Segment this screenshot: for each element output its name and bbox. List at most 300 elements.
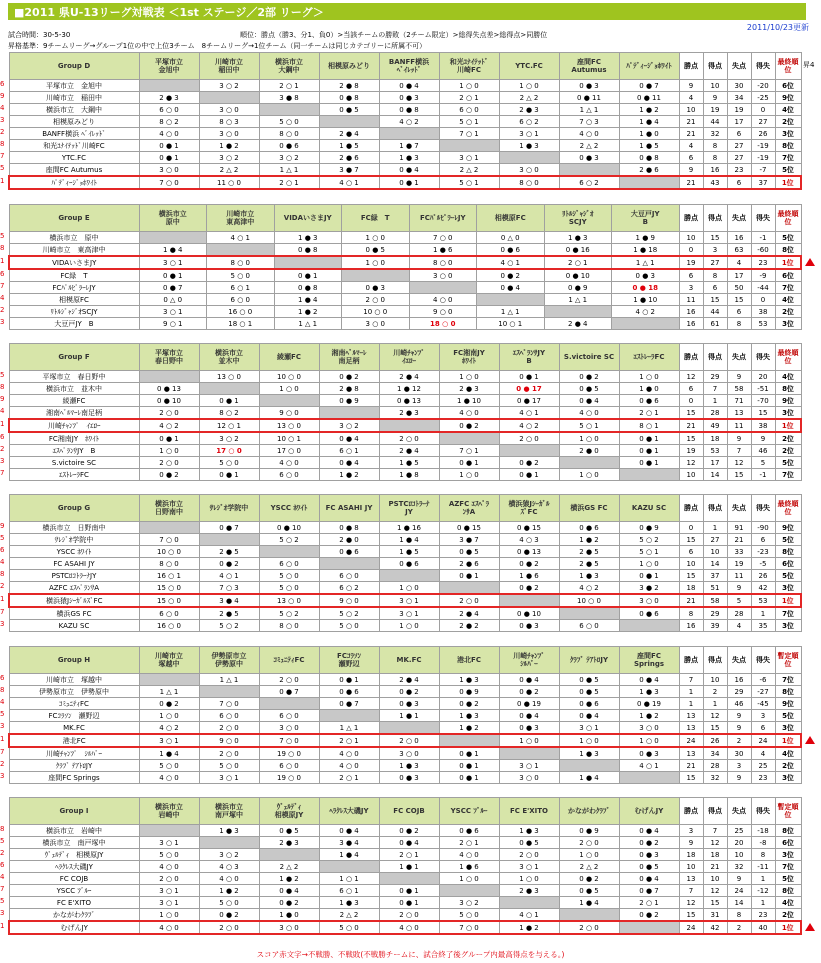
team-name: FC湘南JY ﾎﾜｲﾄ [9, 432, 139, 445]
score-cell: 3 ○ 2 [439, 897, 499, 909]
score-cell: 7 ○ 0 [139, 176, 199, 189]
score-cell: 1 ● 3 [619, 686, 679, 698]
score-cell: 2 △ 2 [559, 140, 619, 152]
score-cell: 1 ● 3 [379, 152, 439, 164]
score-cell: 6 ○ 0 [199, 710, 259, 722]
stat-cell: 8 [703, 269, 727, 282]
score-cell: 2 △ 2 [259, 861, 319, 873]
score-cell: 6 ○ 0 [139, 607, 199, 620]
team-name: むげんJY [9, 921, 139, 934]
stat-cell: -7 [751, 164, 775, 177]
score-cell: 1 ○ 0 [139, 445, 199, 457]
order-number: 1 [0, 595, 5, 603]
stat-cell: -70 [751, 395, 775, 407]
stat-cell: 5 [751, 457, 775, 469]
score-cell: 3 ○ 0 [199, 104, 259, 116]
score-cell: 1 ● 6 [439, 861, 499, 873]
score-cell: 1 ● 3 [544, 232, 612, 244]
score-cell: 1 ● 3 [559, 570, 619, 582]
stat-header: 勝点 [679, 647, 703, 674]
stat-cell: 11 [679, 294, 703, 306]
team-name: YSCC ﾌﾞﾙｰ [9, 885, 139, 897]
score-cell: 3 ● 8 [259, 92, 319, 104]
table-row [9, 885, 801, 897]
score-cell: 10 ○ 0 [342, 306, 410, 318]
stat-cell: -90 [751, 522, 775, 534]
score-cell: 2 ○ 1 [619, 897, 679, 909]
score-cell: 0 ● 6 [259, 140, 319, 152]
score-cell: 0 ● 8 [274, 282, 342, 294]
score-cell: 3 ● 7 [319, 164, 379, 177]
score-cell: 0 ● 16 [544, 244, 612, 257]
stat-cell: -60 [751, 244, 775, 257]
score-cell: 1 ○ 0 [439, 469, 499, 481]
opponent-header: 横浜GS FC [559, 495, 619, 522]
score-cell: 0 ● 1 [199, 469, 259, 481]
score-cell: 2 ● 6 [619, 164, 679, 177]
self-cell [619, 620, 679, 632]
table-row [9, 140, 801, 152]
order-number: 7 [0, 152, 5, 160]
stat-cell: 12 [703, 837, 727, 849]
score-cell: 0 ● 6 [439, 825, 499, 837]
score-cell: 0 ● 13 [499, 546, 559, 558]
score-cell: 0 ● 5 [619, 861, 679, 873]
group-block [8, 797, 800, 935]
score-cell: 0 ● 5 [559, 686, 619, 698]
score-cell: 2 ○ 0 [199, 722, 259, 735]
stat-cell: 8 [703, 140, 727, 152]
score-cell: 0 ● 1 [439, 747, 499, 760]
order-number: 8 [0, 570, 5, 578]
stat-cell: 8 [751, 849, 775, 861]
rank-cell: 8位 [775, 546, 801, 558]
stat-cell: 6 [727, 306, 751, 318]
team-name: ｸﾗﾌﾞ ﾃｱﾄﾛJY [9, 760, 139, 772]
score-cell: 1 ● 1 [379, 710, 439, 722]
score-cell: 0 ● 19 [499, 698, 559, 710]
score-cell: 2 ● 3 [499, 104, 559, 116]
opponent-header: 相模原みどり [319, 53, 379, 80]
self-cell [499, 152, 559, 164]
opponent-header: 港北FC [439, 647, 499, 674]
score-cell: 1 ● 2 [619, 710, 679, 722]
stat-cell: 19 [727, 104, 751, 116]
table-row [9, 469, 801, 481]
opponent-header: 和光ﾕﾅｲﾃｯﾄﾞ 川崎FC [439, 53, 499, 80]
stat-cell: 1 [703, 522, 727, 534]
score-cell: 0 ● 4 [559, 395, 619, 407]
score-cell: 6 ○ 0 [139, 104, 199, 116]
self-cell [139, 522, 199, 534]
opponent-header: YSCC ﾎﾜｲﾄ [259, 495, 319, 522]
score-cell: 1 ● 9 [612, 232, 680, 244]
score-cell: 5 ○ 1 [439, 176, 499, 189]
stat-cell: 27 [727, 152, 751, 164]
rank-cell: 3位 [775, 582, 801, 595]
stat-cell: 4 [751, 747, 775, 760]
self-cell [409, 282, 477, 294]
stat-cell: 2 [727, 921, 751, 934]
stat-cell: 12 [703, 885, 727, 897]
score-cell: 0 ● 2 [439, 698, 499, 710]
score-cell: 4 ○ 0 [259, 457, 319, 469]
self-cell [139, 371, 199, 383]
title-bar [8, 3, 806, 20]
stat-header: 得失 [751, 798, 775, 825]
order-number: 9 [0, 92, 5, 100]
score-cell: 5 ○ 0 [199, 897, 259, 909]
score-cell: 0 ● 2 [259, 897, 319, 909]
score-cell: 2 ○ 0 [439, 594, 499, 607]
stat-cell: 23 [751, 909, 775, 922]
score-cell: 1 ○ 0 [559, 432, 619, 445]
team-name: AZFC ｴｽﾍﾟﾗﾝｻA [9, 582, 139, 595]
rank-cell: 9位 [775, 698, 801, 710]
stat-cell: 20 [727, 837, 751, 849]
score-cell: 2 ● 2 [439, 620, 499, 632]
score-cell: 2 ● 0 [559, 445, 619, 457]
team-name: YTC.FC [9, 152, 139, 164]
stat-cell: 49 [703, 419, 727, 432]
score-cell: 0 ● 1 [619, 457, 679, 469]
stat-cell: 14 [703, 469, 727, 481]
order-number: 2 [0, 445, 5, 453]
stat-cell: 43 [703, 176, 727, 189]
score-cell: 4 ○ 0 [139, 921, 199, 934]
team-name: 川崎ﾁｬﾝﾌﾟ ｲｴﾛｰ [9, 419, 139, 432]
score-cell: 2 ● 5 [199, 607, 259, 620]
score-cell: 3 ○ 0 [499, 164, 559, 177]
stat-cell: 51 [703, 582, 727, 595]
score-cell: 8 ○ 3 [199, 116, 259, 128]
stat-header: 得点 [703, 344, 727, 371]
table-row [9, 570, 801, 582]
score-cell: 2 ● 8 [319, 80, 379, 92]
score-cell: 3 ○ 0 [619, 594, 679, 607]
group-name: Group F [9, 344, 139, 371]
promotion-flag-icon [805, 258, 815, 266]
score-cell: 1 ○ 0 [619, 558, 679, 570]
stat-cell: 30 [727, 80, 751, 92]
score-cell: 5 ○ 0 [439, 909, 499, 922]
score-cell: 2 △ 2 [499, 92, 559, 104]
score-cell: 0 ● 3 [342, 282, 410, 294]
score-cell: 4 ○ 2 [139, 419, 199, 432]
score-cell: 0 ● 3 [499, 620, 559, 632]
score-cell: 0 ● 3 [559, 152, 619, 164]
stat-header: 失点 [727, 647, 751, 674]
order-number: 5 [0, 164, 5, 172]
rank-cell: 5位 [775, 570, 801, 582]
order-number: 7 [0, 885, 5, 893]
self-cell [259, 104, 319, 116]
score-cell: 0 ● 2 [499, 457, 559, 469]
stat-cell: 16 [727, 232, 751, 244]
score-cell: 1 ● 3 [274, 232, 342, 244]
score-cell: 1 ● 6 [499, 570, 559, 582]
score-cell: 0 △ 0 [139, 294, 207, 306]
order-number: 3 [0, 457, 5, 465]
stat-cell: 53 [751, 594, 775, 607]
order-number: 4 [0, 294, 5, 302]
score-cell: 2 ● 5 [559, 546, 619, 558]
rank-cell: 1位 [775, 594, 801, 607]
stat-cell: 4 [679, 92, 703, 104]
opponent-header: むげんJY [619, 798, 679, 825]
team-name: ｳﾞｪﾙﾃﾞｨ 相模原JY [9, 849, 139, 861]
stat-cell: 6 [679, 383, 703, 395]
stat-cell: 32 [703, 772, 727, 784]
score-cell: 4 ○ 2 [379, 116, 439, 128]
score-cell: 0 ● 8 [274, 244, 342, 257]
stat-cell: -44 [751, 282, 775, 294]
stat-header: 勝点 [679, 53, 703, 80]
stat-cell: 9 [679, 164, 703, 177]
score-cell: 2 ○ 0 [139, 873, 199, 885]
stat-cell: 10 [703, 80, 727, 92]
score-cell: 2 ● 4 [439, 607, 499, 620]
score-cell: 2 ○ 1 [439, 837, 499, 849]
score-cell: 3 ○ 1 [559, 722, 619, 735]
stat-cell: 16 [727, 674, 751, 686]
opponent-header: 横浜市立 南戸塚中 [199, 798, 259, 825]
score-cell: 0 ● 1 [499, 371, 559, 383]
stat-cell: 12 [679, 457, 703, 469]
opponent-header: 綾瀬FC [259, 344, 319, 371]
self-cell [379, 570, 439, 582]
score-cell: 9 ○ 0 [319, 594, 379, 607]
score-cell: 3 ○ 1 [499, 760, 559, 772]
stat-cell: 9 [679, 837, 703, 849]
rank-cell: 4位 [775, 104, 801, 116]
stat-cell: -19 [751, 140, 775, 152]
opponent-header: FC湘南JY ﾎﾜｲﾄ [439, 344, 499, 371]
score-cell: 2 ● 5 [199, 546, 259, 558]
rank-cell: 8位 [775, 140, 801, 152]
team-name: MK.FC [9, 722, 139, 735]
score-cell: 0 ● 9 [544, 282, 612, 294]
score-cell: 0 ● 5 [499, 837, 559, 849]
team-name: 横浜市立 原中 [9, 232, 139, 244]
score-cell: 0 ● 17 [499, 395, 559, 407]
score-cell: 3 ● 2 [619, 582, 679, 595]
rank-cell: 7位 [775, 282, 801, 294]
self-cell [199, 837, 259, 849]
self-cell [499, 747, 559, 760]
score-cell: 6 ○ 0 [319, 570, 379, 582]
stat-cell: 8 [703, 152, 727, 164]
order-number: 7 [0, 282, 5, 290]
self-cell [499, 897, 559, 909]
score-cell: 5 ○ 0 [139, 849, 199, 861]
self-cell [379, 722, 439, 735]
rank-cell: 7位 [775, 861, 801, 873]
stat-cell: 8 [727, 909, 751, 922]
self-cell [619, 921, 679, 934]
stat-cell: -8 [751, 837, 775, 849]
score-cell: 2 ● 0 [319, 534, 379, 546]
score-cell: 0 ● 7 [319, 698, 379, 710]
score-cell: 2 ● 4 [379, 371, 439, 383]
self-cell [439, 734, 499, 747]
score-cell: 0 ● 4 [619, 674, 679, 686]
stat-cell: 6 [751, 722, 775, 735]
stat-cell: 15 [679, 432, 703, 445]
stat-header: 最終順位 [775, 205, 801, 232]
order-number: 8 [0, 244, 5, 252]
opponent-header: BANFF横浜 ﾍﾞｲﾚｯﾄﾞ [379, 53, 439, 80]
stat-cell: 9 [727, 582, 751, 595]
stat-cell: 1 [751, 607, 775, 620]
order-number: 3 [0, 318, 5, 326]
score-cell: 2 ○ 1 [619, 407, 679, 420]
order-number: 5 [0, 897, 5, 905]
self-cell [259, 849, 319, 861]
score-cell: 2 ○ 0 [342, 294, 410, 306]
stat-cell: 44 [703, 116, 727, 128]
score-cell: 1 ● 3 [559, 747, 619, 760]
score-cell: 7 ○ 0 [259, 734, 319, 747]
score-cell: 0 ● 6 [379, 558, 439, 570]
score-cell: 0 ● 4 [619, 873, 679, 885]
stat-header: 得点 [703, 205, 727, 232]
score-cell: 2 ● 8 [319, 383, 379, 395]
score-cell: 1 ○ 0 [559, 734, 619, 747]
order-number: 8 [0, 825, 5, 833]
order-number: 6 [0, 433, 5, 441]
team-name: 川崎ﾁｬﾝﾌﾟ ｼﾙﾊﾞｰ [9, 747, 139, 760]
opponent-header: ｴｽﾍﾟﾗﾝｻJY B [499, 344, 559, 371]
score-cell: 5 ○ 2 [319, 607, 379, 620]
score-cell: 1 ○ 0 [342, 256, 410, 269]
group-name: Group H [9, 647, 139, 674]
score-cell: 1 ● 3 [199, 825, 259, 837]
order-number: 4 [0, 873, 5, 881]
score-cell: 8 ○ 0 [259, 620, 319, 632]
score-cell: 2 ● 4 [319, 128, 379, 140]
score-cell: 2 ○ 0 [139, 407, 199, 420]
table-row [9, 722, 801, 735]
stat-cell: 15 [679, 772, 703, 784]
team-name: ﾍﾗｸﾚｽ大磯JY [9, 861, 139, 873]
score-cell: 7 ○ 1 [439, 445, 499, 457]
stat-cell: 44 [703, 306, 727, 318]
score-cell: 3 ○ 1 [139, 256, 207, 269]
stat-cell: 6 [727, 128, 751, 140]
score-cell: 4 ○ 2 [612, 306, 680, 318]
stat-cell: -27 [751, 686, 775, 698]
opponent-header: FCｺﾗｿﾝ 瀬野辺 [319, 647, 379, 674]
stat-cell: 15 [679, 407, 703, 420]
score-cell: 0 ● 4 [559, 710, 619, 722]
stat-cell: -23 [751, 546, 775, 558]
score-cell: 5 ○ 2 [259, 534, 319, 546]
stat-cell: 7 [703, 383, 727, 395]
score-cell: 3 ○ 2 [319, 419, 379, 432]
score-cell: 3 ○ 0 [619, 722, 679, 735]
table-row [9, 318, 801, 330]
score-cell: 2 ● 6 [319, 152, 379, 164]
stat-cell: -51 [751, 383, 775, 395]
stat-cell: 28 [703, 407, 727, 420]
score-cell: 6 ○ 0 [559, 620, 619, 632]
stat-cell: 12 [727, 457, 751, 469]
score-cell: 2 ○ 1 [319, 772, 379, 784]
table-row [9, 92, 801, 104]
group-name: Group D [9, 53, 139, 80]
score-cell: 4 ○ 0 [319, 760, 379, 772]
score-cell: 0 ● 13 [379, 395, 439, 407]
stat-cell: 71 [727, 395, 751, 407]
score-cell: 0 ● 7 [199, 522, 259, 534]
stat-cell: 21 [679, 760, 703, 772]
team-name: KAZU SC [9, 620, 139, 632]
score-cell: 3 ○ 1 [139, 734, 199, 747]
footer-note: スコア赤文字→不戦勝、不戦敗(不戦勝チームに、試合終了後グループ内最高得点を与える。) [256, 950, 565, 959]
score-cell: 1 ● 6 [409, 244, 477, 257]
table-row [9, 371, 801, 383]
rank-cell: 5位 [775, 710, 801, 722]
table-row [9, 710, 801, 722]
score-cell: 1 △ 1 [274, 318, 342, 330]
rank-cell: 3位 [775, 620, 801, 632]
score-cell: 0 ● 1 [619, 570, 679, 582]
score-cell: 1 ● 2 [199, 885, 259, 897]
score-cell: 2 △ 2 [199, 164, 259, 177]
score-cell: 3 ○ 2 [199, 432, 259, 445]
score-cell: 0 ● 9 [439, 686, 499, 698]
stat-cell: 9 [727, 772, 751, 784]
opponent-header: ｺﾐｭﾆﾃｨFC [259, 647, 319, 674]
stat-cell: 53 [751, 318, 775, 330]
rank-cell: 8位 [775, 885, 801, 897]
stat-cell: 15 [703, 722, 727, 735]
score-cell: 13 ○ 0 [199, 371, 259, 383]
self-cell [139, 825, 199, 837]
score-cell: 6 ○ 0 [259, 710, 319, 722]
score-cell: 0 ● 9 [559, 825, 619, 837]
order-number: 8 [0, 140, 5, 148]
rank-cell: 5位 [775, 534, 801, 546]
stat-cell: 34 [703, 747, 727, 760]
team-name: S.victoire SC [9, 457, 139, 469]
team-name: 綾瀬FC [9, 395, 139, 407]
stat-cell: 30 [727, 747, 751, 760]
group-name: Group G [9, 495, 139, 522]
score-cell: 0 ● 9 [319, 395, 379, 407]
score-cell: 1 ○ 0 [559, 469, 619, 481]
score-cell: 2 ● 3 [259, 837, 319, 849]
order-number: 7 [0, 748, 5, 756]
stat-cell: 9 [727, 873, 751, 885]
score-cell: 10 ○ 0 [559, 594, 619, 607]
opponent-header: ﾘﾄﾙｼﾞｬｼﾞｵ SCJY [544, 205, 612, 232]
rank-cell: 7位 [775, 674, 801, 686]
stat-cell: 16 [679, 306, 703, 318]
stat-cell: 16 [703, 164, 727, 177]
stat-cell: 14 [703, 558, 727, 570]
stat-cell: -12 [751, 885, 775, 897]
order-number: 9 [0, 395, 5, 403]
score-cell: 0 ● 4 [499, 710, 559, 722]
table-row [9, 897, 801, 909]
stat-header: 最終順位 [775, 53, 801, 80]
opponent-header: KAZU SC [619, 495, 679, 522]
score-cell: 1 ● 3 [439, 710, 499, 722]
stat-cell: 3 [679, 825, 703, 837]
stat-cell: -45 [751, 698, 775, 710]
